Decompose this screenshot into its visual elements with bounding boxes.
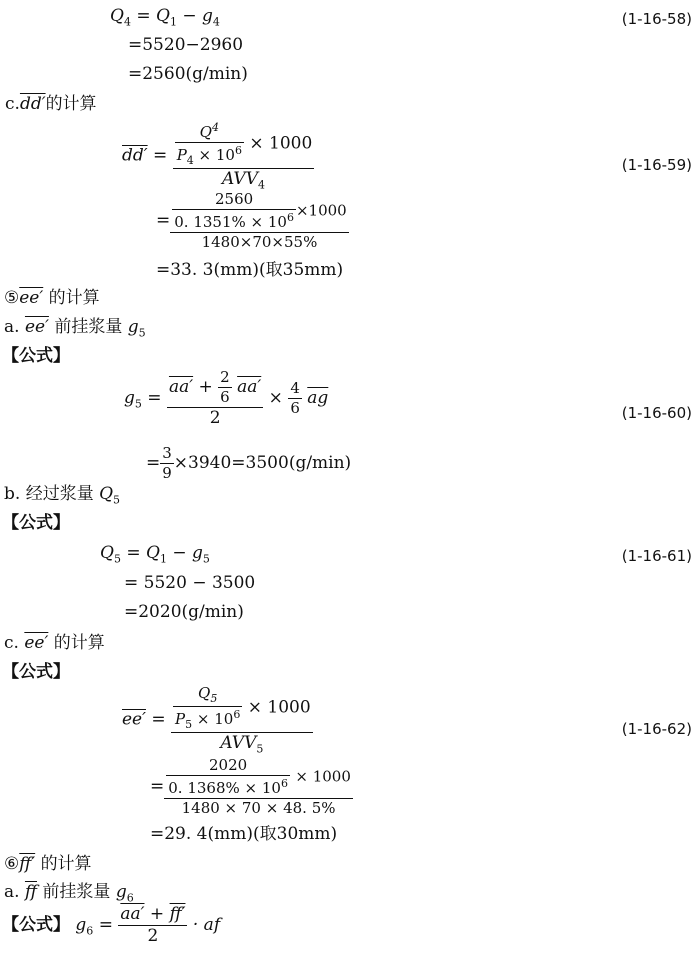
eq59-inner-frac [175,122,244,166]
eq60-small-frac [218,370,232,405]
eq59-main-num [173,122,315,169]
section5b-q: Q [99,484,114,504]
section5-heading [4,290,100,307]
section6a-g: g [115,882,127,902]
eq61-number: (1-16-61) [621,547,692,565]
eq59-line2-num-top: 2560 [172,192,296,210]
eq63-frac [118,906,187,945]
formula-label-1: 【公式】 [2,346,70,366]
section6a-g-sub: 6 [126,891,134,905]
eq60-times-frac [288,381,302,416]
eq59-main-frac [173,122,315,190]
eq58-line3: =2560(g/min) [128,64,248,84]
eq60-lhs: g [124,388,135,408]
eq60-small-frac-num: 2 [220,368,230,386]
eq59-den-sub: 4 [257,178,265,192]
eq59-den: AVV [222,169,258,189]
eq62-inner-frac [173,686,242,730]
eq62-lhs: ee′ [122,709,146,730]
eq59-line2: = $\frac{2560}{0. 1351\% \times 10^6}$ ×1000 1480×70×55% [156,190,347,251]
eq62-main-num [171,686,313,733]
eq58-number: (1-16-58) [621,10,692,28]
eq58-rhs-a-sub: 1 [169,15,177,29]
section5b-heading [4,486,120,505]
eq59-line2-frac [170,192,348,250]
eq63-lhs: g [75,915,87,935]
eq63-num [118,906,187,926]
eq58-lhs-sub: 4 [123,15,131,29]
section5c-heading [4,635,105,652]
eq62-line1: ee′ = $\frac{Q_5}{P_5 \times 10^6}$ × 1000 $AVV_5$ [122,684,311,756]
eq58-rhs-b: g [202,6,213,26]
eq62-number: (1-16-62) [621,720,692,738]
section6-var: ff′ [19,854,36,874]
eq61-rhs-b-sub: 5 [202,552,210,566]
section5a-text: 前挂浆量 [54,317,123,337]
section5-suffix: 的计算 [48,288,100,308]
eq62-main-frac [171,686,313,754]
eq60-small-frac-den: 6 [220,388,230,406]
eq59-inner-num [175,122,244,143]
section6a-var: $\overline{ff}$ [24,882,37,902]
eq61-rhs-a: Q [146,543,160,563]
eq60-line2-den: 9 [162,464,172,482]
eq61-rhs-b: g [192,543,203,563]
eq62-num-b-sub: 5 [185,718,193,731]
eq62-line2-num-bottom-text: 0. 1368% × 10 [168,779,281,797]
eq59-line2-num-bottom-sup: 6 [286,211,294,224]
eq60-main-den: 2 [209,408,221,428]
section-c1-heading [5,96,97,113]
eq59-line2-inner-frac [172,192,296,230]
eq63-line: 【公式】 $g_6$ = $\frac{aa' + ff'}{2}$ · af [2,904,221,946]
section5a-var: ee′ [24,317,49,337]
eq62-inner-den [173,707,242,730]
section6-heading [4,856,92,873]
eq59-main-den [173,169,315,190]
eq58-rhs-b-sub: 4 [212,15,220,29]
section6-circle: ⑥ [4,854,20,874]
eq59-line2-times: ×1000 [295,201,347,220]
section6a-text: 前挂浆量 [42,882,111,902]
section5c-suffix: 的计算 [53,633,105,653]
eq63-lhs-sub: 6 [86,924,94,938]
eq58-rhs-a: Q [156,6,170,26]
section5c-var: ee′ [24,633,49,653]
section5b-prefix: b. [4,484,21,504]
eq58-line2: =5520−2960 [128,35,244,55]
eq60-lhs-sub: 5 [134,397,142,411]
eq60-main-num [167,370,263,408]
eq62-num-a: Q [198,684,211,702]
eq62-num-b: P [175,710,186,728]
eq63-plus: + [149,904,165,924]
eq62-line2-times: × 1000 [295,767,351,786]
eq60-aa2: aa′ [237,377,262,397]
section-c1-suffix: 的计算 [45,94,97,114]
section5a-g: g [127,317,139,337]
formula-label-3: 【公式】 [2,662,70,682]
eq59-num-b-rest: × 10 [193,146,235,164]
section5c-prefix: c. [4,633,19,653]
eq59-line2-num-bottom-text: 0. 1351% × 10 [174,213,287,231]
eq63-den: 2 [147,926,159,946]
section5-var: ee′ [19,288,44,308]
eq60-ag: $\overline{ag}$ [307,388,329,408]
eq58-lhs: Q [110,6,124,26]
eq59-number: (1-16-59) [621,156,692,174]
section-c1-var: dd′ [19,94,46,114]
section5b-q-sub: 5 [113,493,121,507]
eq62-line2-num [164,758,353,799]
eq62-main-den [171,733,313,754]
eq61-lhs-sub: 5 [113,552,121,566]
eq60-line1: $g_5$ = aa′ + $\frac{2}{6}$ aa′ 2 × $\frac{4}{6}$ $\overline{ag}$ [124,368,329,428]
eq63-rest: · af [192,915,221,935]
eq59-line2-num [170,192,348,233]
eq63-num-a: aa′ [120,904,145,924]
eq62-line2: = $\frac{2020}{0. 1368\% \times 10^6}$ × 1000 1480 × 70 × 48. 5% [150,756,351,817]
eq62-line2-frac [164,758,353,816]
eq60-plus: + [198,377,213,397]
eq62-den: AVV [220,733,257,753]
eq59-times: × 1000 [249,133,313,154]
eq60-line2-num: 3 [162,444,172,462]
section5b-text: 经过浆量 [25,484,94,504]
section5a-heading [4,319,146,338]
section6-suffix: 的计算 [40,854,92,874]
formula-label-4: 【公式】 [2,915,70,935]
eq62-line3: =29. 4(mm)(取30mm) [150,824,338,844]
eq60-aa: aa′ [168,377,194,397]
eq59-inner-den [175,143,244,166]
eq62-num-b-sup: 6 [233,708,241,721]
eq61-line3: =2020(g/min) [124,602,244,622]
eq61-line1: $Q_5 = Q_1 - g_5$ [100,543,210,566]
eq60-times-frac-num: 4 [290,379,300,397]
formula-label-2: 【公式】 [2,513,70,533]
eq62-inner-num [173,686,242,707]
eq62-times: × 1000 [247,697,311,718]
eq59-num-b-sup: 6 [234,144,242,157]
eq60-line2-rest: ×3940=3500(g/min) [173,453,352,473]
eq62-line2-num-top: 2020 [166,758,290,776]
eq62-num-a-sub: 5 [210,692,218,705]
eq61-lhs: Q [100,543,114,563]
eq59-line3: =33. 3(mm)(取35mm) [156,260,344,280]
eq59-num-b: P [176,146,187,164]
section5a-prefix: a. [4,317,20,337]
eq62-line2-num-bottom-sup: 6 [280,777,288,790]
eq58-line1: $Q_4 = Q_1 - g_4$ [110,6,220,29]
eq59-line2-num-bottom [172,210,296,230]
section5-circle: ⑤ [4,288,20,308]
eq59-num-b-sub: 4 [186,154,194,167]
eq60-line2: = $\frac{3}{9}$ ×3940=3500(g/min) [146,444,352,482]
eq59-line1: dd′ = $\frac{Q^4}{P_4 \times 10^6}$ × 1000 $AVV_4$ [122,121,313,192]
eq59-lhs: dd′ [122,145,148,166]
section-c1-prefix: c. [5,94,20,114]
eq63-num-b: ff′ [169,904,186,924]
eq59-num-a-sup: 4 [211,121,219,134]
eq60-times-frac-den: 6 [290,399,300,417]
eq62-num-b-rest: × 10 [192,710,234,728]
eq60-number: (1-16-60) [621,404,692,422]
eq59-num-a: Q [199,123,212,141]
eq62-line2-inner-frac [166,758,290,796]
section6a-prefix: a. [4,882,20,902]
eq60-line2-frac [160,446,174,481]
eq62-line2-num-bottom [166,776,290,796]
eq59-line2-den: 1480×70×55% [201,233,318,251]
eq62-line2-den: 1480 × 70 × 48. 5% [181,799,336,817]
eq60-main-frac [167,370,263,427]
eq61-line2: = 5520 − 3500 [124,573,256,593]
eq61-rhs-a-sub: 1 [159,552,167,566]
eq62-den-sub: 5 [256,742,264,756]
section5a-g-sub: 5 [138,326,146,340]
section6a-heading [4,884,134,903]
